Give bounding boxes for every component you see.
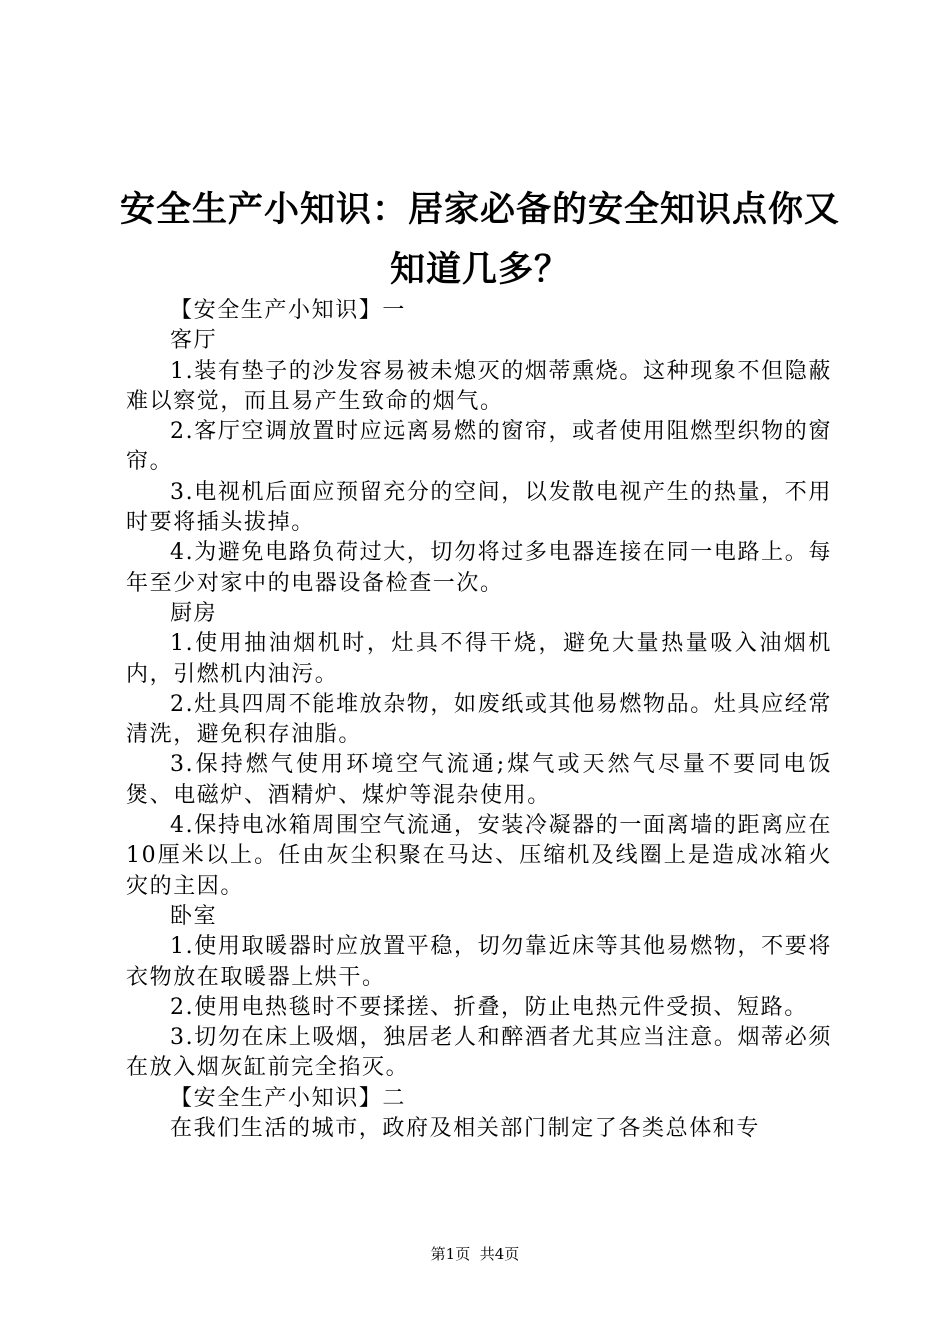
paragraph: 2.客厅空调放置时应远离易燃的窗帘，或者使用阻燃型织物的窗帘。 [126,419,832,475]
paragraph: 1.使用抽油烟机时，灶具不得干烧，避免大量热量吸入油烟机内，引燃机内油污。 [126,631,832,687]
paragraph: 2.灶具四周不能堆放杂物，如废纸或其他易燃物品。灶具应经常清洗，避免积存油脂。 [126,691,832,748]
paragraph: 1.使用取暖器时应放置平稳，切勿靠近床等其他易燃物，不要将衣物放在取暖器上烘干。 [126,934,832,990]
title-line-2: 知道几多？ [389,250,570,290]
title-line-1: 安全生产小知识：居家必备的安全知识点你又 [119,190,840,230]
paragraph: 2.使用电热毯时不要揉搓、折叠，防止电热元件受损、短路。 [170,994,808,1020]
paragraph: 4.为避免电路负荷过大，切勿将过多电器连接在同一电路上。每年至少对家中的电器设备检查一次。 [126,540,832,596]
paragraph: 3.电视机后面应预留充分的空间，以发散电视产生的热量，不用时要将插头拔掉。 [126,479,832,536]
document-body [126,296,832,1144]
subsection-heading-bedroom: 卧室 [170,903,218,929]
page-number: 第1页 [430,1245,471,1263]
subsection-heading-kitchen: 厨房 [170,600,218,626]
paragraph: 3.保持燃气使用环境空气流通;煤气或天然气尽量不要同电饭煲、电磁炉、酒精炉、煤炉等混杂使用。 [126,752,832,808]
section-heading: 【安全生产小知识】二 [170,1085,407,1111]
subsection-heading-living-room: 客厅 [170,328,218,354]
paragraph: 在我们生活的城市，政府及相关部门制定了各类总体和专 [170,1116,761,1142]
page-footer [0,1244,950,1264]
document-title [110,180,850,300]
page-total: 共4页 [479,1245,520,1263]
paragraph: 1.装有垫子的沙发容易被未熄灭的烟蒂熏烧。这种现象不但隐蔽难以察觉，而且易产生致命的烟气。 [126,358,832,414]
paragraph: 4.保持电冰箱周围空气流通，安装冷凝器的一面离墙的距离应在10厘米以上。任由灰尘积聚在马达、压缩机及线圈上是造成冰箱火灾的主因。 [126,813,832,899]
section-heading: 【安全生产小知识】一 [170,298,407,323]
paragraph: 3.切勿在床上吸烟，独居老人和醉酒者尤其应当注意。烟蒂必须在放入烟灰缸前完全掐灭。 [126,1025,832,1081]
